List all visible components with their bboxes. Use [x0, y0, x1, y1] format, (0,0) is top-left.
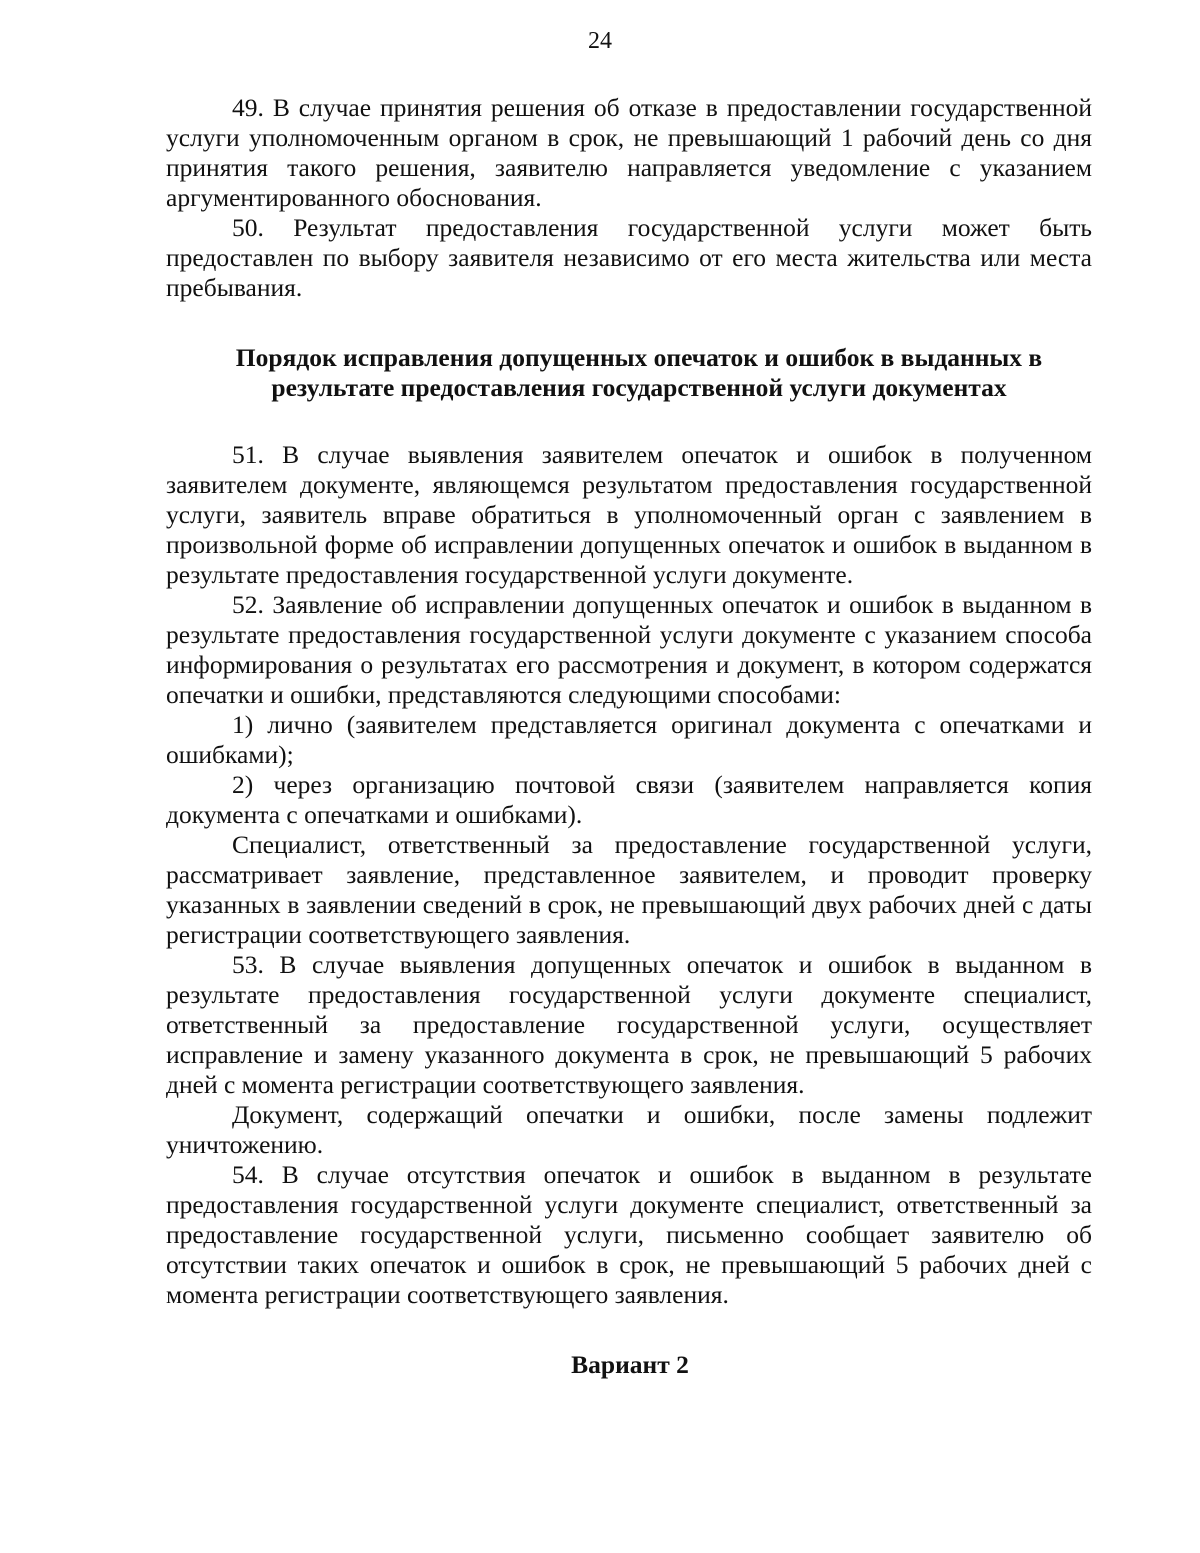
paragraph-49: 49. В случае принятия решения об отказе в предоставлении государственной услуги уполномоченным органом в срок, не превышающий 1 рабочий день со дня принятия такого решения, заявителю направляется уведомление с указанием аргументированного обоснования.	[166, 93, 1092, 212]
document-body	[166, 93, 1092, 1380]
list-item-1: 1) лично (заявителем представляется оригинал документа с опечатками и ошибками);	[166, 710, 1092, 769]
variant-heading: Вариант 2	[571, 1350, 689, 1379]
page-number: 24	[588, 28, 612, 54]
paragraph-document-destruction: Документ, содержащий опечатки и ошибки, после замены подлежит уничтожению.	[166, 1100, 1092, 1159]
paragraph-52: 52. Заявление об исправлении допущенных опечаток и ошибок в выданном в результате предоставления государственной услуги документе с указанием способа информирования о результатах его рассмотрения и документ, в котором содержатся опечатки и ошибки, представляются следующими способами:	[166, 590, 1092, 709]
paragraph-50: 50. Результат предоставления государственной услуги может быть предоставлен по выбору заявителя независимо от его места жительства или места пребывания.	[166, 213, 1092, 302]
paragraph-specialist: Специалист, ответственный за предоставление государственной услуги, рассматривает заявление, представленное заявителем, и проводит проверку указанных в заявлении сведений в срок, не превышающий двух рабочих дней с даты регистрации соответствующего заявления.	[166, 830, 1092, 949]
section-heading: Порядок исправления допущенных опечаток и ошибок в выданных в результате предоставления государственной услуги документах	[235, 343, 1043, 402]
paragraph-54: 54. В случае отсутствия опечаток и ошибок в выданном в результате предоставления государственной услуги документе специалист, ответственный за предоставление государственной услуги, письменно сообщает заявителю об отсутствии таких опечаток и ошибок в срок, не превышающий 5 рабочих дней с момента регистрации соответствующего заявления.	[166, 1160, 1092, 1309]
list-item-2: 2) через организацию почтовой связи (заявителем направляется копия документа с опечатками и ошибками).	[166, 770, 1092, 829]
paragraph-53: 53. В случае выявления допущенных опечаток и ошибок в выданном в результате предоставления государственной услуги документе специалист, ответственный за предоставление государственной услуги, осуществляет исправление и замену указанного документа в срок, не превышающий 5 рабочих дней с момента регистрации соответствующего заявления.	[166, 950, 1092, 1099]
paragraph-51: 51. В случае выявления заявителем опечаток и ошибок в полученном заявителем документе, являющемся результатом предоставления государственной услуги, заявитель вправе обратиться в уполномоченный орган с заявлением в произвольной форме об исправлении допущенных опечаток и ошибок в выданном в результате предоставления государственной услуги документе.	[166, 440, 1092, 589]
